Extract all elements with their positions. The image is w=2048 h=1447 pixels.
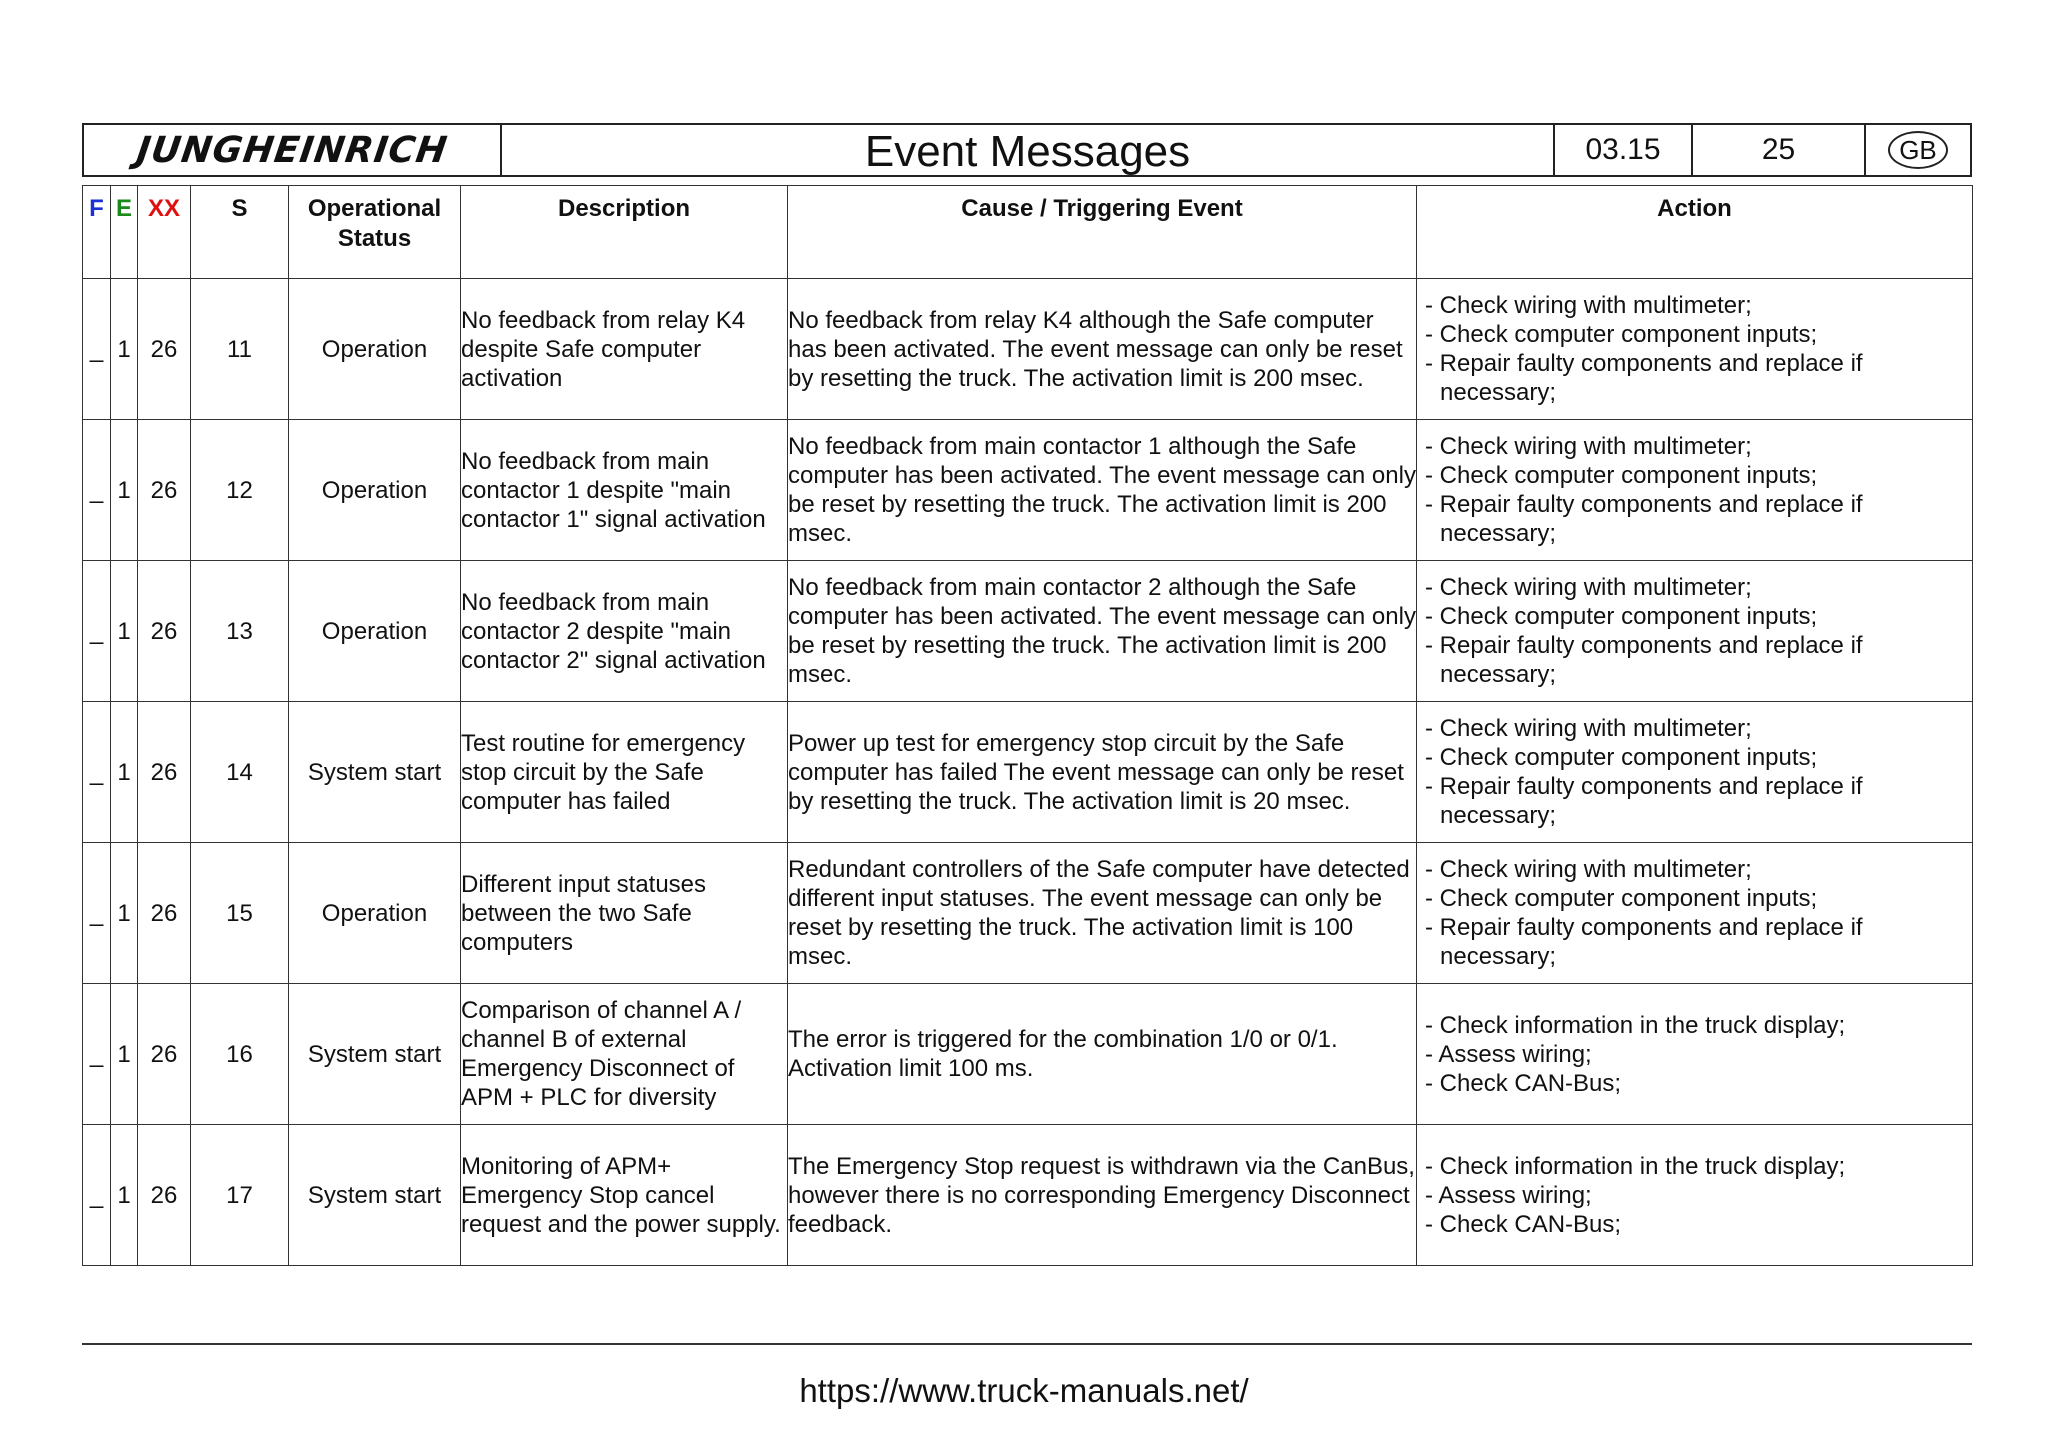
action-item: - Check computer component inputs; (1425, 885, 1818, 912)
action-list (1417, 291, 1972, 407)
footer-divider (82, 1343, 1972, 1345)
page-title: Event Messages (502, 125, 1555, 175)
action-list (1417, 1011, 1972, 1098)
cell-xx: 26 (138, 420, 191, 561)
action-item: - Check wiring with multimeter; (1425, 856, 1752, 883)
cell-cause: The Emergency Stop request is withdrawn via the CanBus, however there is no corresponding Emergency Disconnect feedback. (788, 1125, 1417, 1266)
cell-status: Operation (289, 279, 461, 420)
col-header-status: Operational Status (289, 186, 461, 279)
col-header-s: S (191, 186, 289, 279)
action-item: - Check CAN-Bus; (1425, 1069, 1622, 1097)
action-item: - Check wiring with multimeter; (1425, 433, 1752, 460)
table-row (83, 843, 1973, 984)
brand-name: JUNGHEINRICH (134, 129, 450, 171)
cell-status: Operation (289, 420, 461, 561)
cell-status: Operation (289, 561, 461, 702)
cell-cause: The error is triggered for the combination 1/0 or 0/1. Activation limit 100 ms. (788, 984, 1417, 1125)
table-row (83, 702, 1973, 843)
cell-status: Operation (289, 843, 461, 984)
cell-xx: 26 (138, 1125, 191, 1266)
cell-s: 13 (191, 561, 289, 702)
col-header-e: E (111, 186, 138, 279)
cell-f: _ (83, 561, 111, 702)
cell-action (1417, 420, 1973, 561)
action-item: - Assess wiring; (1425, 1181, 1592, 1209)
action-list (1417, 855, 1972, 971)
action-item: - Check information in the truck display; (1425, 1011, 1846, 1039)
cell-s: 12 (191, 420, 289, 561)
page-header (82, 123, 1972, 177)
col-header-cause: Cause / Triggering Event (788, 186, 1417, 279)
cell-action (1417, 561, 1973, 702)
cell-s: 16 (191, 984, 289, 1125)
action-item: - Repair faulty components and replace if necessary; (1425, 914, 1863, 970)
brand-logo (84, 125, 502, 175)
language-cell (1866, 125, 1970, 175)
cell-description: Test routine for emergency stop circuit by the Safe computer has failed (461, 702, 788, 843)
edition-date: 03.15 (1555, 125, 1693, 175)
cell-action (1417, 279, 1973, 420)
action-list (1417, 714, 1972, 830)
action-list (1417, 1152, 1972, 1239)
action-item: - Repair faulty components and replace if necessary; (1425, 632, 1863, 688)
col-header-description: Description (461, 186, 788, 279)
action-item: - Check wiring with multimeter; (1425, 292, 1752, 319)
cell-description: No feedback from main contactor 2 despite "main contactor 2" signal activation (461, 561, 788, 702)
cell-cause: No feedback from main contactor 2 although the Safe computer has been activated. The event message can only be reset by resetting the truck. The activation limit is 200 msec. (788, 561, 1417, 702)
cell-e: 1 (111, 843, 138, 984)
action-item: - Check information in the truck display; (1425, 1152, 1846, 1180)
action-item: - Assess wiring; (1425, 1040, 1592, 1068)
action-item: - Repair faulty components and replace if necessary; (1425, 491, 1863, 547)
cell-e: 1 (111, 984, 138, 1125)
cell-xx: 26 (138, 279, 191, 420)
cell-xx: 26 (138, 984, 191, 1125)
cell-xx: 26 (138, 702, 191, 843)
col-header-action: Action (1417, 186, 1973, 279)
cell-f: _ (83, 702, 111, 843)
cell-action (1417, 843, 1973, 984)
cell-e: 1 (111, 1125, 138, 1266)
cell-status: System start (289, 702, 461, 843)
action-item: - Check computer component inputs; (1425, 321, 1818, 348)
event-messages-table (82, 185, 1973, 1266)
cell-cause: No feedback from relay K4 although the Safe computer has been activated. The event message can only be reset by resetting the truck. The activation limit is 200 msec. (788, 279, 1417, 420)
cell-action (1417, 984, 1973, 1125)
table-row (83, 420, 1973, 561)
cell-s: 15 (191, 843, 289, 984)
action-item: - Check computer component inputs; (1425, 744, 1818, 771)
cell-e: 1 (111, 561, 138, 702)
cell-cause: No feedback from main contactor 1 although the Safe computer has been activated. The event message can only be reset by resetting the truck. The activation limit is 200 msec. (788, 420, 1417, 561)
table-header-row (83, 186, 1973, 279)
cell-action (1417, 1125, 1973, 1266)
cell-f: _ (83, 420, 111, 561)
action-item: - Check wiring with multimeter; (1425, 574, 1752, 601)
cell-action (1417, 702, 1973, 843)
action-list (1417, 432, 1972, 548)
action-item: - Check CAN-Bus; (1425, 1210, 1622, 1238)
cell-s: 14 (191, 702, 289, 843)
table-row (83, 561, 1973, 702)
col-header-xx: XX (138, 186, 191, 279)
action-item: - Check computer component inputs; (1425, 462, 1818, 489)
cell-cause: Power up test for emergency stop circuit by the Safe computer has failed The event message can only be reset by resetting the truck. The activation limit is 20 msec. (788, 702, 1417, 843)
cell-description: Comparison of channel A / channel B of external Emergency Disconnect of APM + PLC for diversity (461, 984, 788, 1125)
footer-url[interactable]: https://www.truck-manuals.net/ (799, 1372, 1249, 1409)
cell-e: 1 (111, 420, 138, 561)
cell-f: _ (83, 1125, 111, 1266)
table-row (83, 1125, 1973, 1266)
action-item: - Check computer component inputs; (1425, 603, 1818, 630)
action-item: - Check wiring with multimeter; (1425, 715, 1752, 742)
cell-e: 1 (111, 702, 138, 843)
action-list (1417, 573, 1972, 689)
cell-description: No feedback from relay K4 despite Safe computer activation (461, 279, 788, 420)
action-item: - Repair faulty components and replace if necessary; (1425, 773, 1863, 829)
cell-xx: 26 (138, 843, 191, 984)
cell-s: 11 (191, 279, 289, 420)
action-item: - Repair faulty components and replace if necessary; (1425, 350, 1863, 406)
language-badge: GB (1888, 131, 1948, 169)
col-header-f: F (83, 186, 111, 279)
table-body (83, 279, 1973, 1266)
cell-s: 17 (191, 1125, 289, 1266)
cell-status: System start (289, 1125, 461, 1266)
table-row (83, 984, 1973, 1125)
cell-status: System start (289, 984, 461, 1125)
cell-f: _ (83, 843, 111, 984)
cell-cause: Redundant controllers of the Safe computer have detected different input statuses. The event message can only be reset by resetting the truck. The activation limit is 100 msec. (788, 843, 1417, 984)
cell-f: _ (83, 279, 111, 420)
cell-xx: 26 (138, 561, 191, 702)
cell-e: 1 (111, 279, 138, 420)
table-row (83, 279, 1973, 420)
cell-description: Different input statuses between the two Safe computers (461, 843, 788, 984)
cell-f: _ (83, 984, 111, 1125)
page-number: 25 (1693, 125, 1866, 175)
cell-description: Monitoring of APM+ Emergency Stop cancel request and the power supply. (461, 1125, 788, 1266)
cell-description: No feedback from main contactor 1 despite "main contactor 1" signal activation (461, 420, 788, 561)
